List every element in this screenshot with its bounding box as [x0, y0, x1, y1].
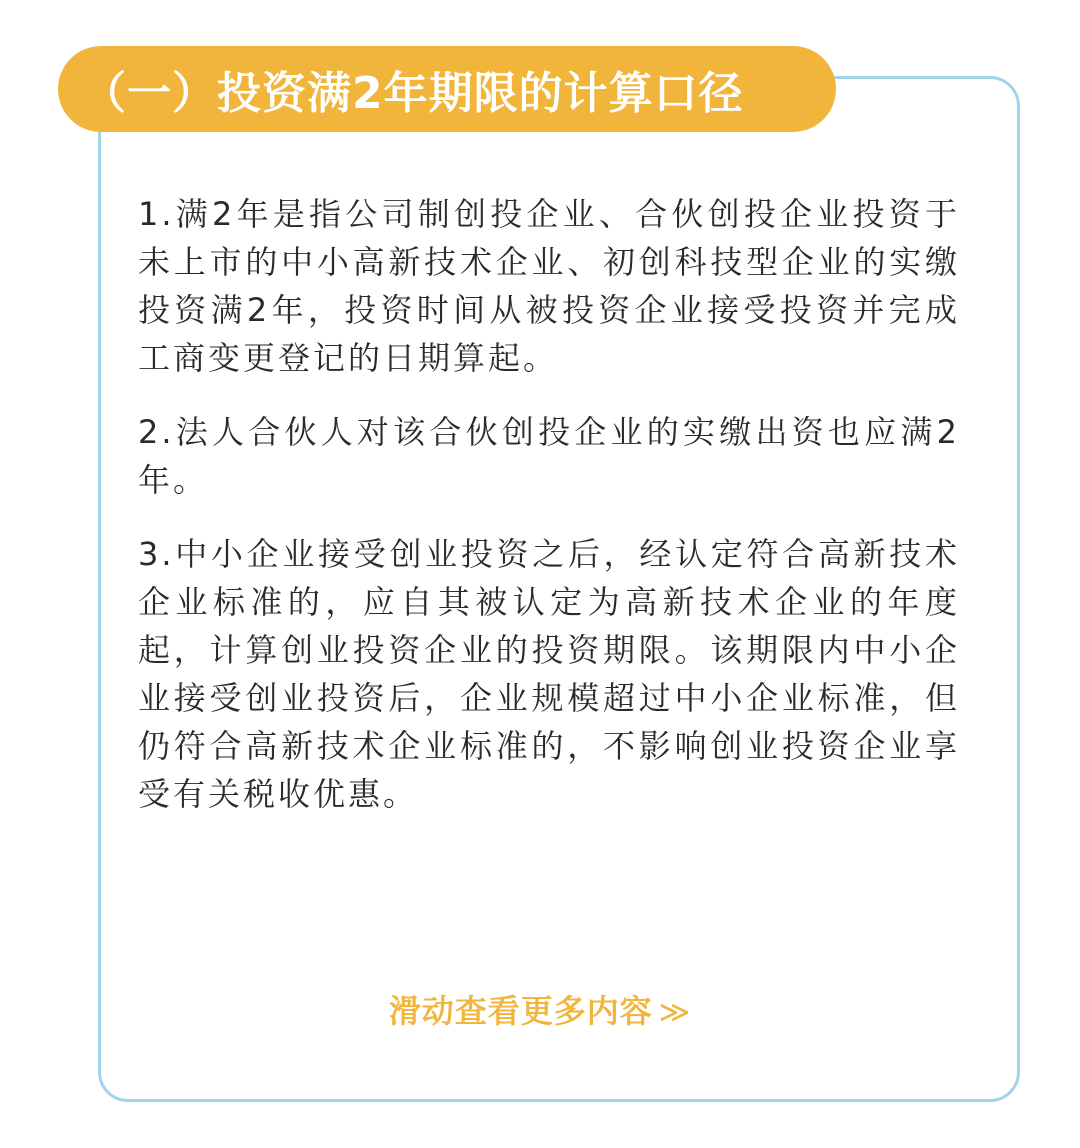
double-chevron-right-icon: ≫	[658, 995, 692, 1030]
section-title: （一）投资满2年期限的计算口径	[82, 68, 744, 119]
scroll-more-hint[interactable]	[0, 986, 1080, 1032]
paragraph-1: 1.满2年是指公司制创投企业、合伙创投企业投资于未上市的中小高新技术企业、初创科技型企业的实缴投资满2年，投资时间从被投资企业接受投资并完成工商变更登记的日期算起。	[138, 195, 960, 377]
paragraph-2: 2.法人合伙人对该合伙创投企业的实缴出资也应满2年。	[138, 413, 960, 499]
content-body	[138, 190, 960, 844]
scroll-more-label: 滑动查看更多内容	[388, 992, 653, 1030]
paragraph-3: 3.中小企业接受创业投资之后，经认定符合高新技术企业标准的，应自其被认定为高新技术企业的年度起，计算创业投资企业的投资期限。该期限内中小企业接受创业投资后，企业规模超过中小企业标准，但仍符合高新技术企业标准的，不影响创业投资企业享受有关税收优惠。	[138, 535, 960, 813]
section-title-banner	[58, 46, 836, 132]
